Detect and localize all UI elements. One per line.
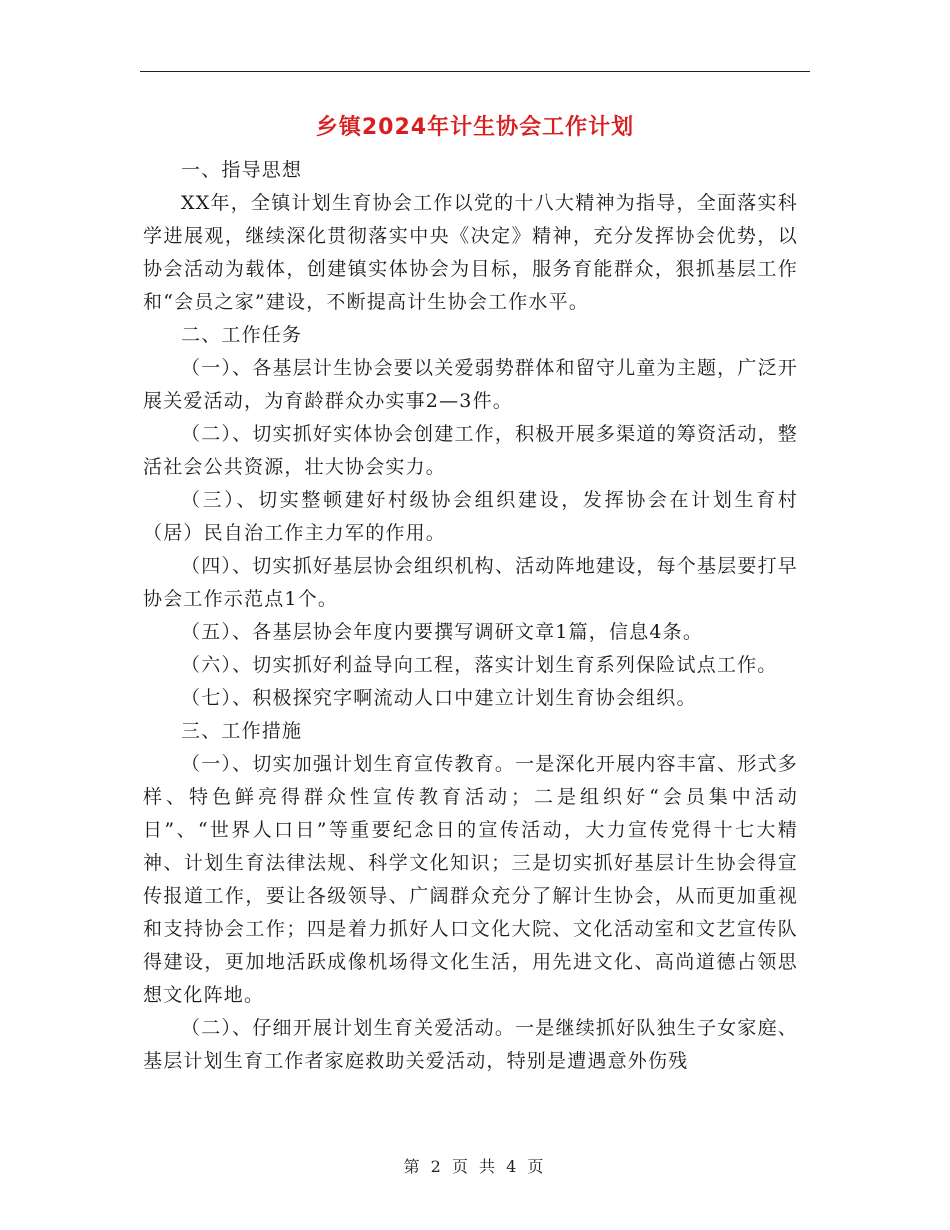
task-item-6: （六）、切实抓好利益导向工程，落实计划生育系列保险试点工作。	[181, 654, 778, 676]
paragraph: XX年，全镇计划生育协会工作以党的十八大精神为指导，全面落实科学进展观，继续深化贯彻落实中央《决定》精神，充分发挥协会优势，以协会活动为载体，创建镇实体协会为目标，服务育能群众，狠抓基层工作和“会员之家”建设，不断提高计生协会工作水平。	[143, 192, 798, 313]
task-item-3: （三）、切实整顿建好村级协会组织建设，发挥协会在计划生育村（居）民自治工作主力军的作用。	[143, 489, 798, 544]
header-rule	[140, 71, 810, 72]
page-number-label: 第 2 页 共 4 页	[403, 1157, 547, 1176]
section-heading-guiding-ideology: 一、指导思想	[181, 159, 303, 181]
task-item-4: （四）、切实抓好基层协会组织机构、活动阵地建设，每个基层要打早协会工作示范点1个。	[143, 555, 798, 610]
task-item-1: （一）、各基层计生协会要以关爱弱势群体和留守儿童为主题，广泛开展关爱活动，为育龄群众办实事2—3件。	[143, 357, 798, 412]
page-footer	[0, 1154, 950, 1177]
measure-item-2: （二）、仔细开展计划生育关爱活动。一是继续抓好队独生子女家庭、基层计划生育工作者家庭救助关爱活动，特别是遭遇意外伤残	[143, 1017, 798, 1072]
section-heading-work-tasks: 二、工作任务	[181, 324, 303, 346]
section-heading-work-measures: 三、工作措施	[181, 720, 303, 742]
document-body	[143, 154, 798, 1078]
task-item-5: （五）、各基层协会年度内要撰写调研文章1篇，信息4条。	[181, 621, 704, 643]
measure-item-1: （一）、切实加强计划生育宣传教育。一是深化开展内容丰富、形式多样、特色鲜亮得群众性宣传教育活动；二是组织好“会员集中活动日”、“世界人口日”等重要纪念日的宣传活动，大力宣传党得十七大精神、计划生育法律法规、科学文化知识；三是切实抓好基层计生协会得宣传报道工作，要让各级领导、广阔群众充分了解计生协会，从而更加重视和支持协会工作；四是着力抓好人口文化大院、文化活动室和文艺宣传队得建设，更加地活跃成像机场得文化生活，用先进文化、高尚道德占领思想文化阵地。	[143, 753, 798, 1006]
document-title: 乡镇2024年计生协会工作计划	[315, 115, 635, 140]
task-item-2: （二）、切实抓好实体协会创建工作，积极开展多渠道的筹资活动，整活社会公共资源，壮大协会实力。	[143, 423, 798, 478]
task-item-7: （七）、积极探究字啊流动人口中建立计划生育协会组织。	[181, 687, 697, 709]
